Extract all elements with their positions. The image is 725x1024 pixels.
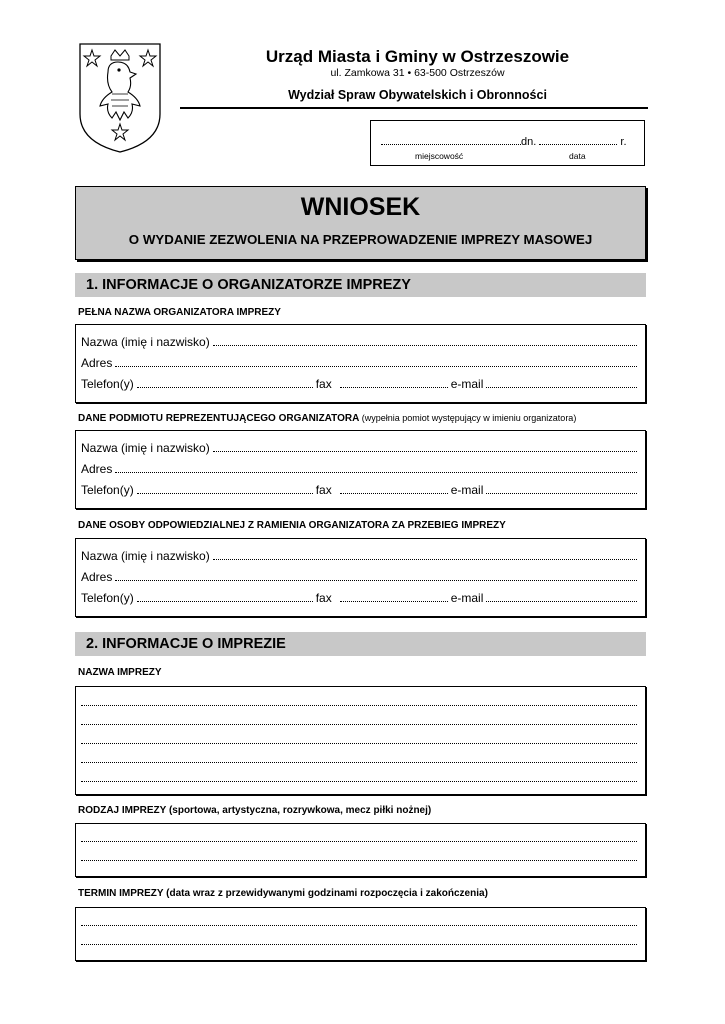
event-type-line[interactable] [81, 841, 637, 842]
event-date-box[interactable] [75, 907, 646, 961]
organizer-address-row[interactable]: Adres [81, 356, 637, 370]
document-title: WNIOSEK [300, 193, 421, 221]
representative-contact-row[interactable]: Telefon(y) fax e-mail [81, 483, 637, 497]
representative-name-row[interactable]: Nazwa (imię i nazwisko) [81, 441, 637, 455]
place-caption: miejscowość [415, 151, 464, 161]
organizer-name-row[interactable]: Nazwa (imię i nazwisko) [81, 335, 637, 349]
section-1-heading: 1. INFORMACJE O ORGANIZATORZE IMPREZY [75, 273, 646, 297]
dn-label: dn. [521, 136, 537, 148]
responsible-address-row[interactable]: Adres [81, 570, 637, 584]
office-address: ul. Zamkowa 31 • 63-500 Ostrzeszów [330, 67, 505, 79]
event-date-line[interactable] [81, 925, 637, 926]
responsible-contact-row[interactable]: Telefon(y) fax e-mail [81, 591, 637, 605]
organizer-box [75, 324, 646, 403]
event-name-line[interactable] [81, 724, 637, 725]
event-date-label: TERMIN IMPREZY (data wraz z przewidywanymi godzinami rozpoczęcia i zakończenia) [78, 888, 488, 899]
event-date-line[interactable] [81, 944, 637, 945]
organizer-name-label: PEŁNA NAZWA ORGANIZATORA IMPREZY [78, 307, 281, 318]
section-2-heading: 2. INFORMACJE O IMPREZIE [75, 632, 646, 656]
r-label: r. [620, 136, 627, 148]
representative-label: DANE PODMIOTU REPREZENTUJĄCEGO ORGANIZATORA (wypełnia pomiot występujący w imieniu organizatora) [78, 413, 577, 424]
header-divider [180, 107, 648, 109]
event-name-line[interactable] [81, 762, 637, 763]
event-name-line[interactable] [81, 743, 637, 744]
event-name-line[interactable] [81, 781, 637, 782]
event-name-box[interactable] [75, 686, 646, 795]
document-subtitle: O WYDANIE ZEZWOLENIA NA PRZEPROWADZENIE IMPREZY MASOWEJ [128, 232, 593, 247]
organizer-contact-row[interactable]: Telefon(y) fax e-mail [81, 377, 637, 391]
representative-address-row[interactable]: Adres [81, 462, 637, 476]
department-name: Wydział Spraw Obywatelskich i Obronności [288, 88, 547, 102]
responsible-person-label: DANE OSOBY ODPOWIEDZIALNEJ Z RAMIENIA ORGANIZATORA ZA PRZEBIEG IMPREZY [78, 520, 506, 531]
office-name: Urząd Miasta i Gminy w Ostrzeszowie [265, 47, 570, 66]
place-field[interactable] [381, 144, 521, 145]
responsible-person-box [75, 538, 646, 617]
event-type-box[interactable] [75, 823, 646, 877]
date-caption: data [569, 151, 586, 161]
event-type-line[interactable] [81, 860, 637, 861]
event-name-label: NAZWA IMPREZY [78, 667, 162, 678]
date-field[interactable] [539, 144, 617, 145]
coat-of-arms-icon [78, 42, 162, 154]
place-date-box [370, 120, 645, 166]
title-box [75, 186, 646, 260]
responsible-name-row[interactable]: Nazwa (imię i nazwisko) [81, 549, 637, 563]
event-name-line[interactable] [81, 705, 637, 706]
representative-box [75, 430, 646, 509]
representative-note: (wypełnia pomiot występujący w imieniu organizatora) [361, 413, 577, 423]
event-type-label: RODZAJ IMPREZY (sportowa, artystyczna, rozrywkowa, mecz piłki nożnej) [78, 805, 432, 816]
